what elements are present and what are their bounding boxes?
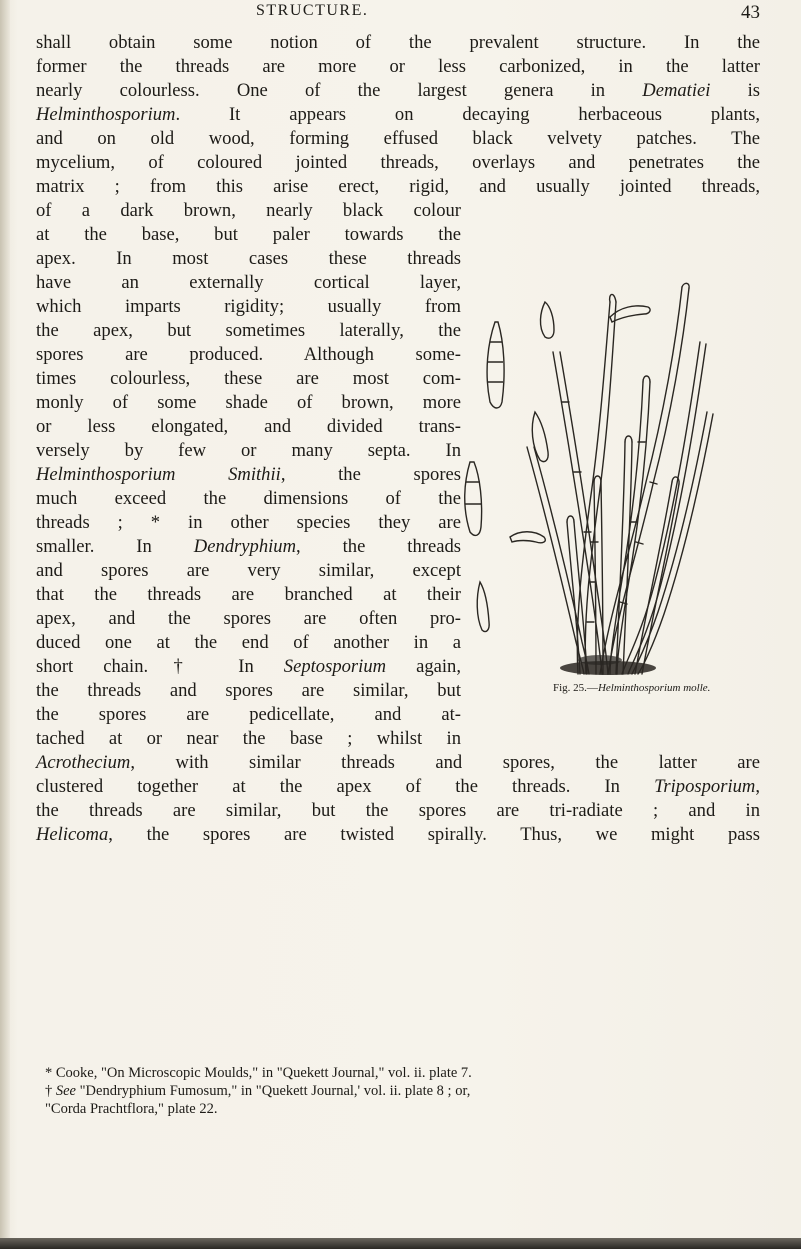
page-number: 43	[741, 2, 760, 23]
footnotes	[45, 1064, 745, 1118]
text-line: threads ; * in other species they are	[36, 512, 461, 533]
text-line: spores are produced. Although some-	[36, 344, 461, 365]
text-line: apex. In most cases these threads	[36, 248, 461, 269]
text-line: at the base, but paler towards the	[36, 224, 461, 245]
text-line: Helminthosporium Smithii, the spores	[36, 464, 462, 485]
text-line: clustered together at the apex of the threads. In Triposporium,	[36, 776, 760, 797]
genus-name: Dendryphium	[193, 536, 297, 557]
genus-name: Helicoma	[36, 824, 109, 845]
threads-engraving	[450, 282, 740, 682]
genus-name: Acrothecium	[36, 752, 131, 773]
figure-helminthosporium-illustration	[450, 282, 740, 682]
text-line: which imparts rigidity; usually from	[36, 296, 461, 317]
text-line: Helminthosporium. It appears on decaying herbaceous plants,	[36, 104, 760, 125]
text-line: Helicoma, the spores are twisted spirally. Thus, we might pass	[36, 824, 760, 845]
page-bottom-edge	[0, 1238, 801, 1249]
page-header	[36, 2, 760, 26]
text-line: and spores are very similar, except	[36, 560, 461, 581]
text-line: of a dark brown, nearly black colour	[36, 200, 461, 221]
text-line: the spores are pedicellate, and at-	[36, 704, 461, 725]
running-head: STRUCTURE.	[256, 2, 369, 19]
genus-name: Triposporium	[654, 776, 756, 797]
genus-name: Septosporium	[283, 656, 387, 677]
page-gutter	[0, 0, 10, 1249]
text-line: short chain.† In Septosporium again,	[36, 656, 461, 677]
text-line: apex, and the spores are often pro-	[36, 608, 461, 629]
text-line: the threads and spores are similar, but	[36, 680, 461, 701]
genus-name: Dematiei	[642, 80, 711, 101]
footnote: * Cooke, "On Microscopic Moulds," in "Quekett Journal," vol. ii. plate 7.	[45, 1065, 472, 1081]
species-name: Helminthosporium Smithii	[36, 464, 281, 485]
footnote: † See "Dendryphium Fumosum," in "Quekett Journal,' vol. ii. plate 8 ; or,	[45, 1083, 471, 1099]
figure-caption: Fig. 25.—Helminthosporium molle.	[553, 682, 711, 694]
text-line: monly of some shade of brown, more	[36, 392, 461, 413]
text-line: the threads are similar, but the spores are tri-radiate ; and in	[36, 800, 760, 821]
text-line: Acrothecium, with similar threads and spores, the latter are	[36, 752, 760, 773]
text-line: tached at or near the base ; whilst in	[36, 728, 461, 749]
text-line: former the threads are more or less carbonized, in the latter	[36, 56, 760, 77]
footnote: "Corda Prachtflora," plate 22.	[45, 1101, 218, 1117]
text-line: have an externally cortical layer,	[36, 272, 461, 293]
text-line: and on old wood, forming effused black velvety patches. The	[36, 128, 760, 149]
genus-name: Helminthosporium	[36, 104, 176, 125]
text-line: versely by few or many septa. In	[36, 440, 461, 461]
text-line: smaller. In Dendryphium, the threads	[36, 536, 461, 557]
text-line: times colourless, these are most com-	[36, 368, 461, 389]
text-line: or less elongated, and divided trans-	[36, 416, 461, 437]
text-line: shall obtain some notion of the prevalent structure. In the	[36, 32, 760, 53]
text-line: matrix ; from this arise erect, rigid, and usually jointed threads,	[36, 176, 760, 197]
text-line: the apex, but sometimes laterally, the	[36, 320, 461, 341]
text-line: much exceed the dimensions of the	[36, 488, 461, 509]
text-line: duced one at the end of another in a	[36, 632, 461, 653]
text-line: mycelium, of coloured jointed threads, overlays and penetrates the	[36, 152, 760, 173]
text-line: that the threads are branched at their	[36, 584, 461, 605]
text-line: nearly colourless. One of the largest genera in Dematiei is	[36, 80, 760, 101]
